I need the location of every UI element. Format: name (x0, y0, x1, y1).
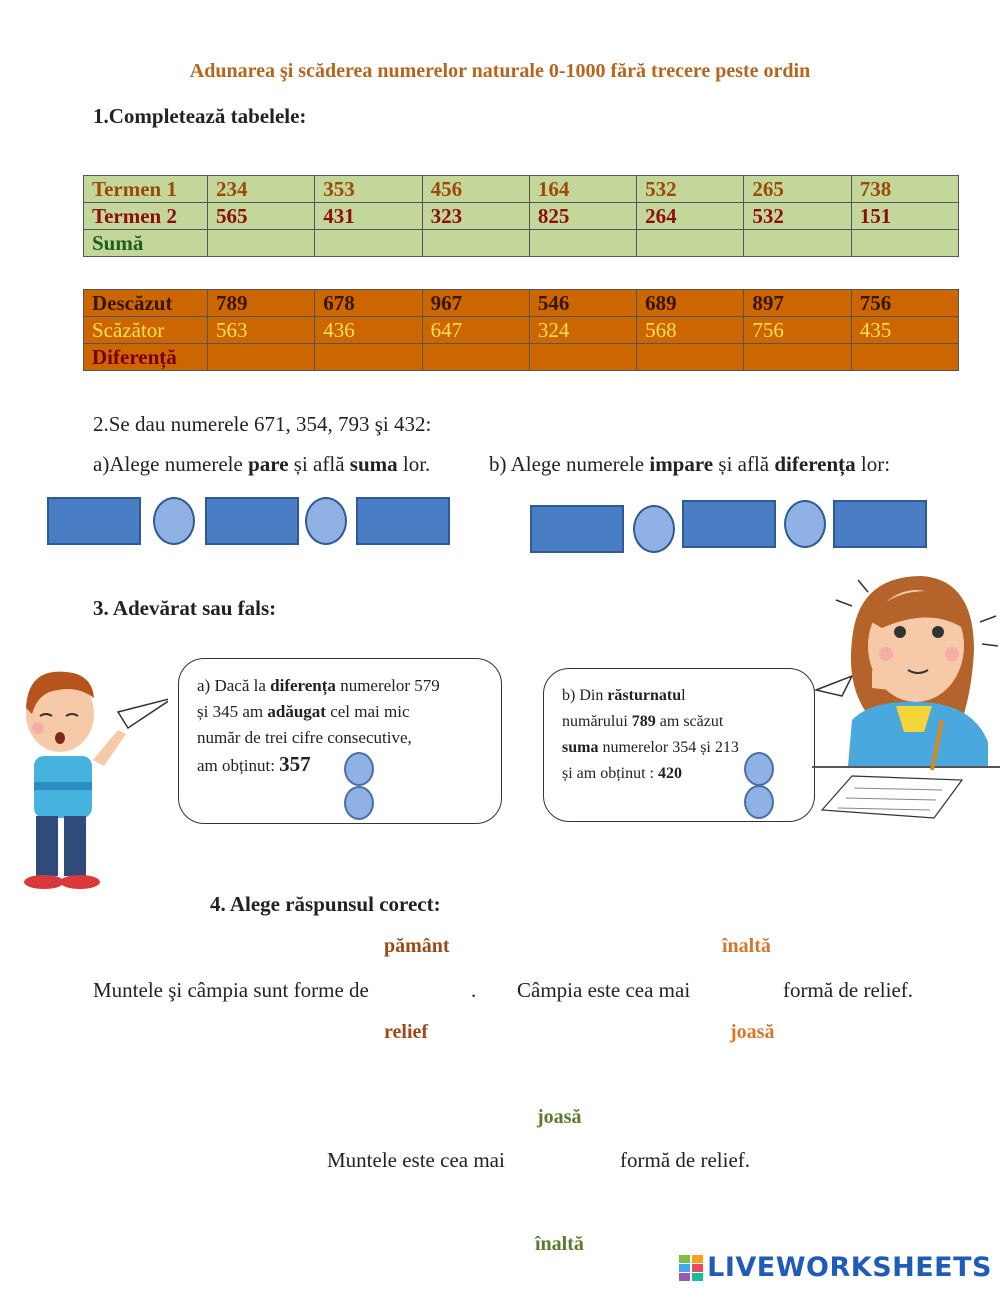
cell: 678 (315, 290, 422, 317)
exercise-4-heading: 4. Alege răspunsul corect: (210, 892, 441, 916)
table-row (84, 290, 959, 317)
difference-answer-field[interactable] (529, 344, 636, 371)
exercise-2-heading: 2.Se dau numerele 671, 354, 793 şi 432: (93, 412, 432, 436)
sum-answer-field[interactable] (851, 230, 958, 257)
table-row (84, 344, 959, 371)
cell: 436 (315, 317, 422, 344)
difference-answer-field[interactable] (315, 344, 422, 371)
sentence-2-end: formă de relief. (783, 978, 914, 1002)
option-inalta[interactable]: înaltă (535, 1233, 584, 1255)
operator-circle[interactable] (305, 497, 347, 545)
operator-circle[interactable] (153, 497, 195, 545)
cell: 353 (315, 176, 422, 203)
worksheet-title: Adunarea şi scăderea numerelor naturale 0-1000 fără trecere peste ordin (189, 60, 811, 82)
difference-answer-field[interactable] (851, 344, 958, 371)
cell: 435 (851, 317, 958, 344)
true-option-b[interactable] (744, 752, 774, 786)
exercise-1-heading: 1.Completează tabelele: (93, 104, 307, 128)
option-joasa[interactable]: joasă (537, 1106, 582, 1128)
cell: 967 (422, 290, 529, 317)
cell: 264 (637, 203, 744, 230)
cell: 738 (851, 176, 958, 203)
liveworksheets-logo: LIVEWORKSHEETS (679, 1252, 992, 1283)
false-option-a[interactable] (344, 786, 374, 820)
cell: 568 (637, 317, 744, 344)
cell: 789 (208, 290, 315, 317)
cell: 565 (208, 203, 315, 230)
cell: 756 (851, 290, 958, 317)
cell: 563 (208, 317, 315, 344)
difference-table (83, 289, 959, 371)
sentence-1-end: . (471, 978, 477, 1002)
result-box[interactable] (833, 500, 927, 548)
boy-illustration (8, 660, 168, 900)
sentence-3-end: formă de relief. (620, 1148, 751, 1172)
operator-circle[interactable] (784, 500, 826, 548)
row-label: Diferență (84, 344, 208, 371)
cell: 532 (744, 203, 851, 230)
option-relief[interactable]: relief (384, 1021, 429, 1043)
cell: 546 (529, 290, 636, 317)
table-row (84, 176, 959, 203)
operator-circle[interactable] (633, 505, 675, 553)
row-label: Termen 2 (84, 203, 208, 230)
logo-icon (679, 1255, 703, 1281)
statement-b-bubble: b) Din răsturnatul numărului 789 am scăzut suma numerelor 354 și 213 și am obținut : 420 (543, 668, 815, 822)
table-row (84, 230, 959, 257)
row-label: Termen 1 (84, 176, 208, 203)
cell: 756 (744, 317, 851, 344)
option-inalta[interactable]: înaltă (722, 935, 771, 957)
girl-illustration (812, 570, 1000, 830)
sentence-2-start: Câmpia este cea mai (517, 978, 691, 1002)
table-row (84, 203, 959, 230)
true-option-a[interactable] (344, 752, 374, 786)
sum-answer-field[interactable] (208, 230, 315, 257)
number-box[interactable] (205, 497, 299, 545)
sentence-1: Muntele şi câmpia sunt forme de (93, 978, 369, 1002)
difference-answer-field[interactable] (744, 344, 851, 371)
option-joasa[interactable]: joasă (730, 1021, 775, 1043)
sum-answer-field[interactable] (422, 230, 529, 257)
cell: 324 (529, 317, 636, 344)
statement-a-bubble: a) Dacă la diferența numerelor 579 și 345 am adăugat cel mai mic număr de trei cifre consecutive, am obținut: 357 (178, 658, 502, 824)
sum-answer-field[interactable] (744, 230, 851, 257)
cell: 689 (637, 290, 744, 317)
exercise-2b-instruction: b) Alege numerele impare și află diferența lor: (489, 452, 891, 476)
option-pamant[interactable]: pământ (384, 935, 450, 957)
cell: 323 (422, 203, 529, 230)
cell: 151 (851, 203, 958, 230)
sum-answer-field[interactable] (315, 230, 422, 257)
cell: 532 (637, 176, 744, 203)
number-box[interactable] (530, 505, 624, 553)
cell: 825 (529, 203, 636, 230)
result-box[interactable] (356, 497, 450, 545)
cell: 431 (315, 203, 422, 230)
row-label: Sumă (84, 230, 208, 257)
cell: 897 (744, 290, 851, 317)
sum-answer-field[interactable] (637, 230, 744, 257)
difference-answer-field[interactable] (422, 344, 529, 371)
cell: 647 (422, 317, 529, 344)
difference-answer-field[interactable] (637, 344, 744, 371)
cell: 164 (529, 176, 636, 203)
exercise-2a-instruction: a)Alege numerele pare și află suma lor. (93, 452, 431, 476)
exercise-3-heading: 3. Adevărat sau fals: (93, 596, 277, 620)
difference-answer-field[interactable] (208, 344, 315, 371)
sum-table (83, 175, 959, 257)
number-box[interactable] (682, 500, 776, 548)
sum-answer-field[interactable] (529, 230, 636, 257)
row-label: Scăzător (84, 317, 208, 344)
sentence-3-start: Muntele este cea mai (327, 1148, 505, 1172)
cell: 234 (208, 176, 315, 203)
cell: 456 (422, 176, 529, 203)
cell: 265 (744, 176, 851, 203)
table-row (84, 317, 959, 344)
number-box[interactable] (47, 497, 141, 545)
row-label: Descăzut (84, 290, 208, 317)
false-option-b[interactable] (744, 785, 774, 819)
